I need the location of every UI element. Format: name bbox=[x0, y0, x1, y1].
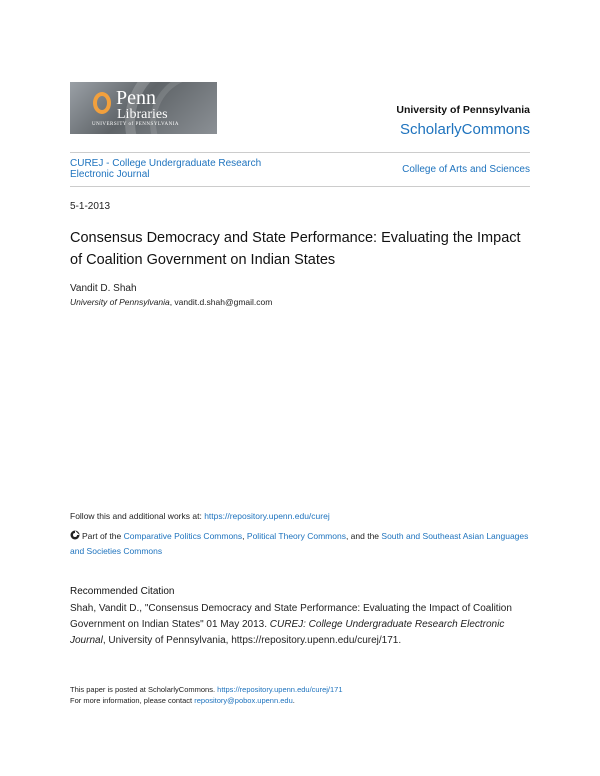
follow-text: Follow this and additional works at: bbox=[70, 511, 205, 521]
logo-penn-text: Penn bbox=[116, 87, 156, 109]
author-affiliation bbox=[70, 297, 272, 307]
comparative-politics-link[interactable]: Comparative Politics Commons bbox=[123, 531, 243, 541]
part-of-sep: , bbox=[242, 531, 247, 541]
part-of-line bbox=[70, 529, 540, 559]
logo-ring-icon bbox=[93, 92, 111, 114]
journal-link[interactable]: CUREJ - College Undergraduate Research Electronic Journal bbox=[70, 158, 262, 180]
political-theory-link[interactable]: Political Theory Commons bbox=[246, 531, 346, 541]
repository-link[interactable]: ScholarlyCommons bbox=[399, 121, 530, 138]
citation-part: , University of Pennsylvania, https://repository.upenn.edu/curej/171. bbox=[102, 635, 402, 646]
author-name: Vandit D. Shah bbox=[70, 283, 137, 294]
contact-line bbox=[70, 695, 343, 706]
college-link[interactable]: College of Arts and Sciences bbox=[402, 164, 530, 175]
contact-text: For more information, please contact bbox=[70, 696, 195, 705]
contact-end: . bbox=[292, 696, 295, 705]
follow-link[interactable]: https://repository.upenn.edu/curej bbox=[204, 511, 330, 521]
affiliation-name: University of Pennsylvania bbox=[70, 297, 170, 307]
logo-libraries-text: Libraries bbox=[117, 107, 168, 122]
publication-date: 5-1-2013 bbox=[70, 201, 111, 212]
south-asian-languages-link[interactable]: South and Southeast Asian Languages and Societies Commons bbox=[70, 531, 529, 556]
citation-part: Shah, Vandit D., "Consensus Democracy and State Performance: Evaluating the Impact of Coalition Government on Indian States" 01 May 2013. bbox=[70, 603, 512, 630]
contact-email-link[interactable]: repository@pobox.upenn.edu bbox=[194, 696, 293, 705]
part-of-sep: , and the bbox=[345, 531, 382, 541]
citation-journal: CUREJ: College Undergraduate Research Electronic Journal bbox=[70, 619, 505, 646]
author-email: , vandit.d.shah@gmail.com bbox=[169, 297, 273, 307]
posted-line bbox=[70, 684, 343, 695]
follow-line bbox=[70, 511, 330, 521]
logo-tagline: UNIVERSITY of PENNSYLVANIA bbox=[92, 122, 179, 127]
paper-title: Consensus Democracy and State Performance: Evaluating the Impact of Coalition Government on Indian States bbox=[70, 230, 521, 268]
part-of-prefix: Part of the bbox=[82, 531, 124, 541]
divider bbox=[70, 186, 530, 187]
posted-link[interactable]: https://repository.upenn.edu/curej/171 bbox=[217, 685, 343, 694]
divider bbox=[70, 152, 530, 153]
penn-libraries-logo[interactable] bbox=[70, 82, 217, 134]
institution-name: University of Pennsylvania bbox=[396, 104, 530, 116]
citation-text bbox=[70, 601, 540, 649]
posted-text: This paper is posted at ScholarlyCommons. bbox=[70, 685, 218, 694]
recommended-citation-label: Recommended Citation bbox=[70, 586, 175, 597]
footer bbox=[70, 684, 343, 706]
open-access-icon bbox=[70, 530, 80, 540]
